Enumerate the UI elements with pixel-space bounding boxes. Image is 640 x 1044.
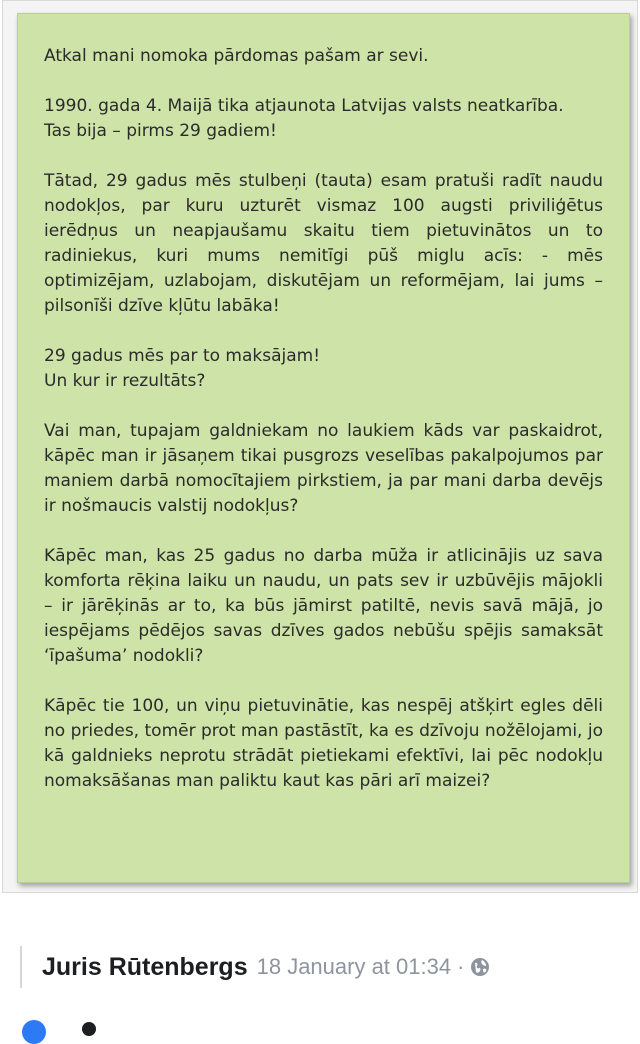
partial-text-glyph bbox=[82, 1022, 96, 1036]
globe-icon[interactable] bbox=[470, 957, 490, 977]
paragraph-4 bbox=[44, 344, 603, 394]
paragraph-7 bbox=[44, 694, 603, 794]
author-name-link[interactable]: Juris Rūtenbergs bbox=[42, 952, 248, 981]
paragraph-line: Un kur ir rezultāts? bbox=[44, 371, 206, 391]
paragraph-text: Kāpēc tie 100, un viņu pietuvinātie, kas nespēj atšķirt egles dēli no priedes, tomēr prot man pastāstīt, ka es dzīvoju nožēlojami, jo kā galdnieks neprotu strādāt pietiekami efektīvi, lai pēc nodokļu nomaksāšanas man paliktu kaut kas pāri arī maizei? bbox=[44, 696, 603, 791]
paragraph-line: Atkal mani nomoka pārdomas pašam ar sevi. bbox=[44, 46, 429, 66]
paragraph-1 bbox=[44, 44, 603, 69]
paragraph-line: 1990. gada 4. Maijā tika atjaunota Latvijas valsts neatkarība. bbox=[44, 96, 564, 116]
paragraph-3 bbox=[44, 169, 603, 319]
paragraph-5 bbox=[44, 419, 603, 519]
separator-dot: · bbox=[457, 954, 465, 979]
like-reaction-icon[interactable] bbox=[22, 1020, 46, 1044]
post-image[interactable] bbox=[2, 0, 638, 893]
paragraph-text: Kāpēc man, kas 25 gadus no darba mūža ir atlicinājis uz sava komforta rēķina laiku un naudu, un pats sev ir uzbūvējis mājokli – ir jārēķinās ar to, ka būs jāmirst patiltē, nevis savā mājā, jo iespējams pēdējos savas dzīves gados nebūšu spējis samaksāt ‘īpašuma’ nodokli? bbox=[44, 546, 603, 666]
post-author-header bbox=[20, 946, 490, 988]
paragraph-text: Vai man, tupajam galdniekam no laukiem kāds var paskaidrot, kāpēc man ir jāsaņem tikai pusgrozs veselības pakalpojumos par maniem darbā nomocītajiem pirkstiem, ja par mani darba devējs ir nošmaucis valstij nodokļus? bbox=[44, 421, 603, 516]
paragraph-line: 29 gadus mēs par to maksājam! bbox=[44, 346, 321, 366]
paragraph-6 bbox=[44, 544, 603, 669]
paragraph-text: Tātad, 29 gadus mēs stulbeņi (tauta) esam pratuši radīt naudu nodokļos, par kuru uzturēt vismaz 100 augsti priviliģētus ierēdņus un neapjaušamu skaitu tiem pietuvinātos un to radiniekus, kuri mums nemitīgi pūš miglu acīs: - mēs optimizējam, uzlabojam, diskutējam un reformējam, lai jums – pilsonīši dzīve kļūtu labāka! bbox=[44, 171, 603, 316]
paragraph-2 bbox=[44, 94, 603, 144]
post-timestamp-link[interactable]: 18 January at 01:34 bbox=[256, 954, 452, 979]
paragraph-line: Tas bija – pirms 29 gadiem! bbox=[44, 121, 277, 141]
text-card bbox=[17, 13, 630, 883]
